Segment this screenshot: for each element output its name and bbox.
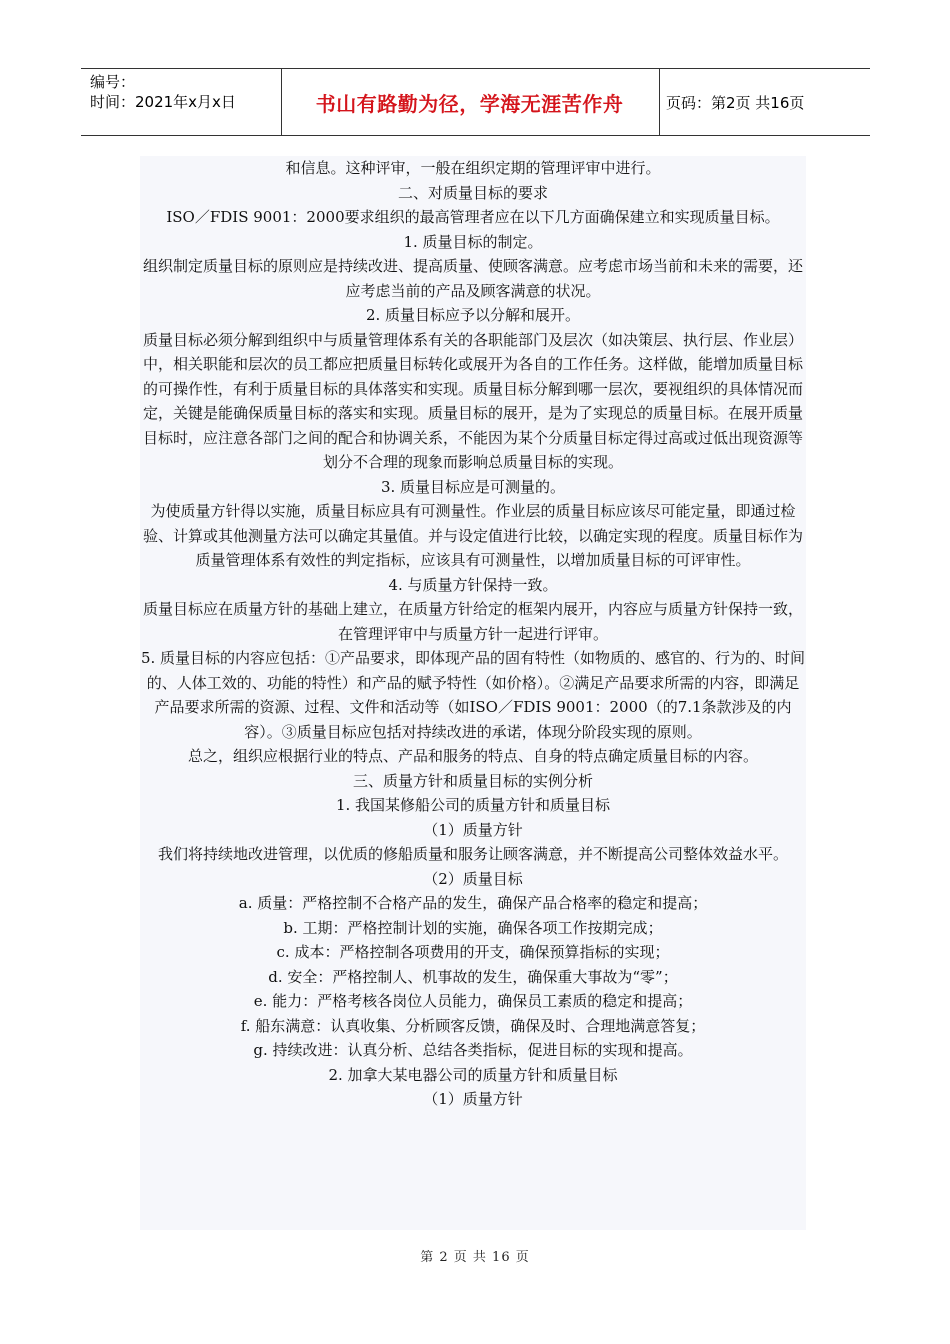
header-meta [90, 72, 280, 112]
document-body [140, 156, 806, 1230]
document-time-label: 时间：2021年x月x日 [90, 93, 236, 111]
sub-heading: 3. 质量目标应是可测量的。 [380, 477, 566, 496]
body-paragraph: 组织制定质量目标的原则应是持续改进、提高质量、使顾客满意。应考虑市场当前和未来的需要，还应考虑当前的产品及顾客满意的状况。 [142, 257, 803, 300]
header-divider [281, 69, 282, 135]
document-number-label: 编号： [90, 73, 136, 91]
sub-heading: 4. 与质量方针保持一致。 [388, 575, 558, 594]
list-item: c. 成本：严格控制各项费用的开支，确保预算指标的实现； [276, 943, 670, 961]
header-table [81, 68, 870, 136]
list-item: f. 船东满意：认真收集、分析顾客反馈，确保及时、合理地满意答复； [240, 1016, 706, 1035]
body-paragraph: ISO／FDIS 9001：2000要求组织的最高管理者应在以下几方面确保建立和实现质量目标。 [166, 208, 780, 226]
body-paragraph: 质量目标应在质量方针的基础上建立，在质量方针给定的框架内展开，内容应与质量方针保持一致，在管理评审中与质量方针一起进行评审。 [142, 600, 803, 643]
list-item: a. 质量：严格控制不合格产品的发生，确保产品合格率的稳定和提高； [238, 894, 708, 912]
body-paragraph: 我们将持续地改进管理，以优质的修船质量和服务让顾客满意，并不断提高公司整体效益水平。 [157, 845, 788, 863]
list-item: g. 持续改进：认真分析、总结各类指标，促进目标的实现和提高。 [253, 1041, 693, 1059]
sub-heading: 1. 质量目标的制定。 [403, 232, 543, 251]
header-page-info [664, 69, 870, 135]
list-item: d. 安全：严格控制人、机事故的发生，确保重大事故为“零”； [268, 967, 678, 986]
sub-heading: 2. 加拿大某电器公司的质量方针和质量目标 [328, 1065, 618, 1084]
body-paragraph: 总之，组织应根据行业的特点、产品和服务的特点、自身的特点确定质量目标的内容。 [187, 747, 758, 765]
body-paragraph: 为使质量方针得以实施，质量目标应具有可测量性。作业层的质量目标应该尽可能定量，即通过检验、计算或其他测量方法可以确定其量值。并与设定值进行比较，以确定实现的程度。质量目标作为质量管理体系有效性的判定指标，应该具有可测量性，以增加质量目标的可评审性。 [142, 502, 803, 569]
sub-heading: 2. 质量目标应予以分解和展开。 [365, 306, 581, 324]
sub-heading: 1. 我国某修船公司的质量方针和质量目标 [335, 796, 611, 814]
page-info-text: 页码：第2页 共16页 [666, 93, 805, 112]
sub-heading: （1）质量方针 [423, 820, 523, 839]
list-item: b. 工期：严格控制计划的实施，确保各项工作按期完成； [283, 918, 663, 937]
header-motto: 书山有路勤为径，学海无涯苦作舟 [315, 91, 624, 116]
page-footer: 第 2 页 共 16 页 [420, 1250, 530, 1265]
sub-heading: （1）质量方针 [423, 1090, 523, 1108]
body-paragraph: 5. 质量目标的内容应包括：①产品要求，即体现产品的固有特性（如物质的、感官的、行为的、时间的、人体工效的、功能的特性）和产品的赋予特性（如价格）。②满足产品要求所需的内容，即满足产品要求所需的资源、过程、文件和活动等（如ISO／FDIS 9001：2000（的7.1条款涉及的内容）。③质量目标应包括对持续改进的承诺，体现分阶段实现的原则。 [140, 649, 806, 741]
body-paragraph: 和信息。这种评审，一般在组织定期的管理评审中进行。 [285, 159, 661, 177]
body-paragraph: 质量目标必须分解到组织中与质量管理体系有关的各职能部门及层次（如决策层、执行层、作业层）中，相关职能和层次的员工都应把质量目标转化或展开为各自的工作任务。这样做，能增加质量目标的可操作性，有利于质量目标的具体落实和实现。质量目标分解到哪一层次，要视组织的具体情况而定，关键是能确保质量目标的落实和实现。质量目标的展开，是为了实现总的质量目标。在展开质量目标时，应注意各部门之间的配合和协调关系，不能因为某个分质量目标定得过高或过低出现资源等划分不合理的现象而影响总质量目标的实现。 [142, 330, 803, 471]
header-divider [659, 69, 660, 135]
list-item: e. 能力：严格考核各岗位人员能力，确保员工素质的稳定和提高； [253, 992, 693, 1010]
section-heading: 二、对质量目标的要求 [397, 183, 548, 202]
sub-heading: （2）质量目标 [423, 869, 523, 888]
section-heading: 三、质量方针和质量目标的实例分析 [352, 771, 593, 790]
